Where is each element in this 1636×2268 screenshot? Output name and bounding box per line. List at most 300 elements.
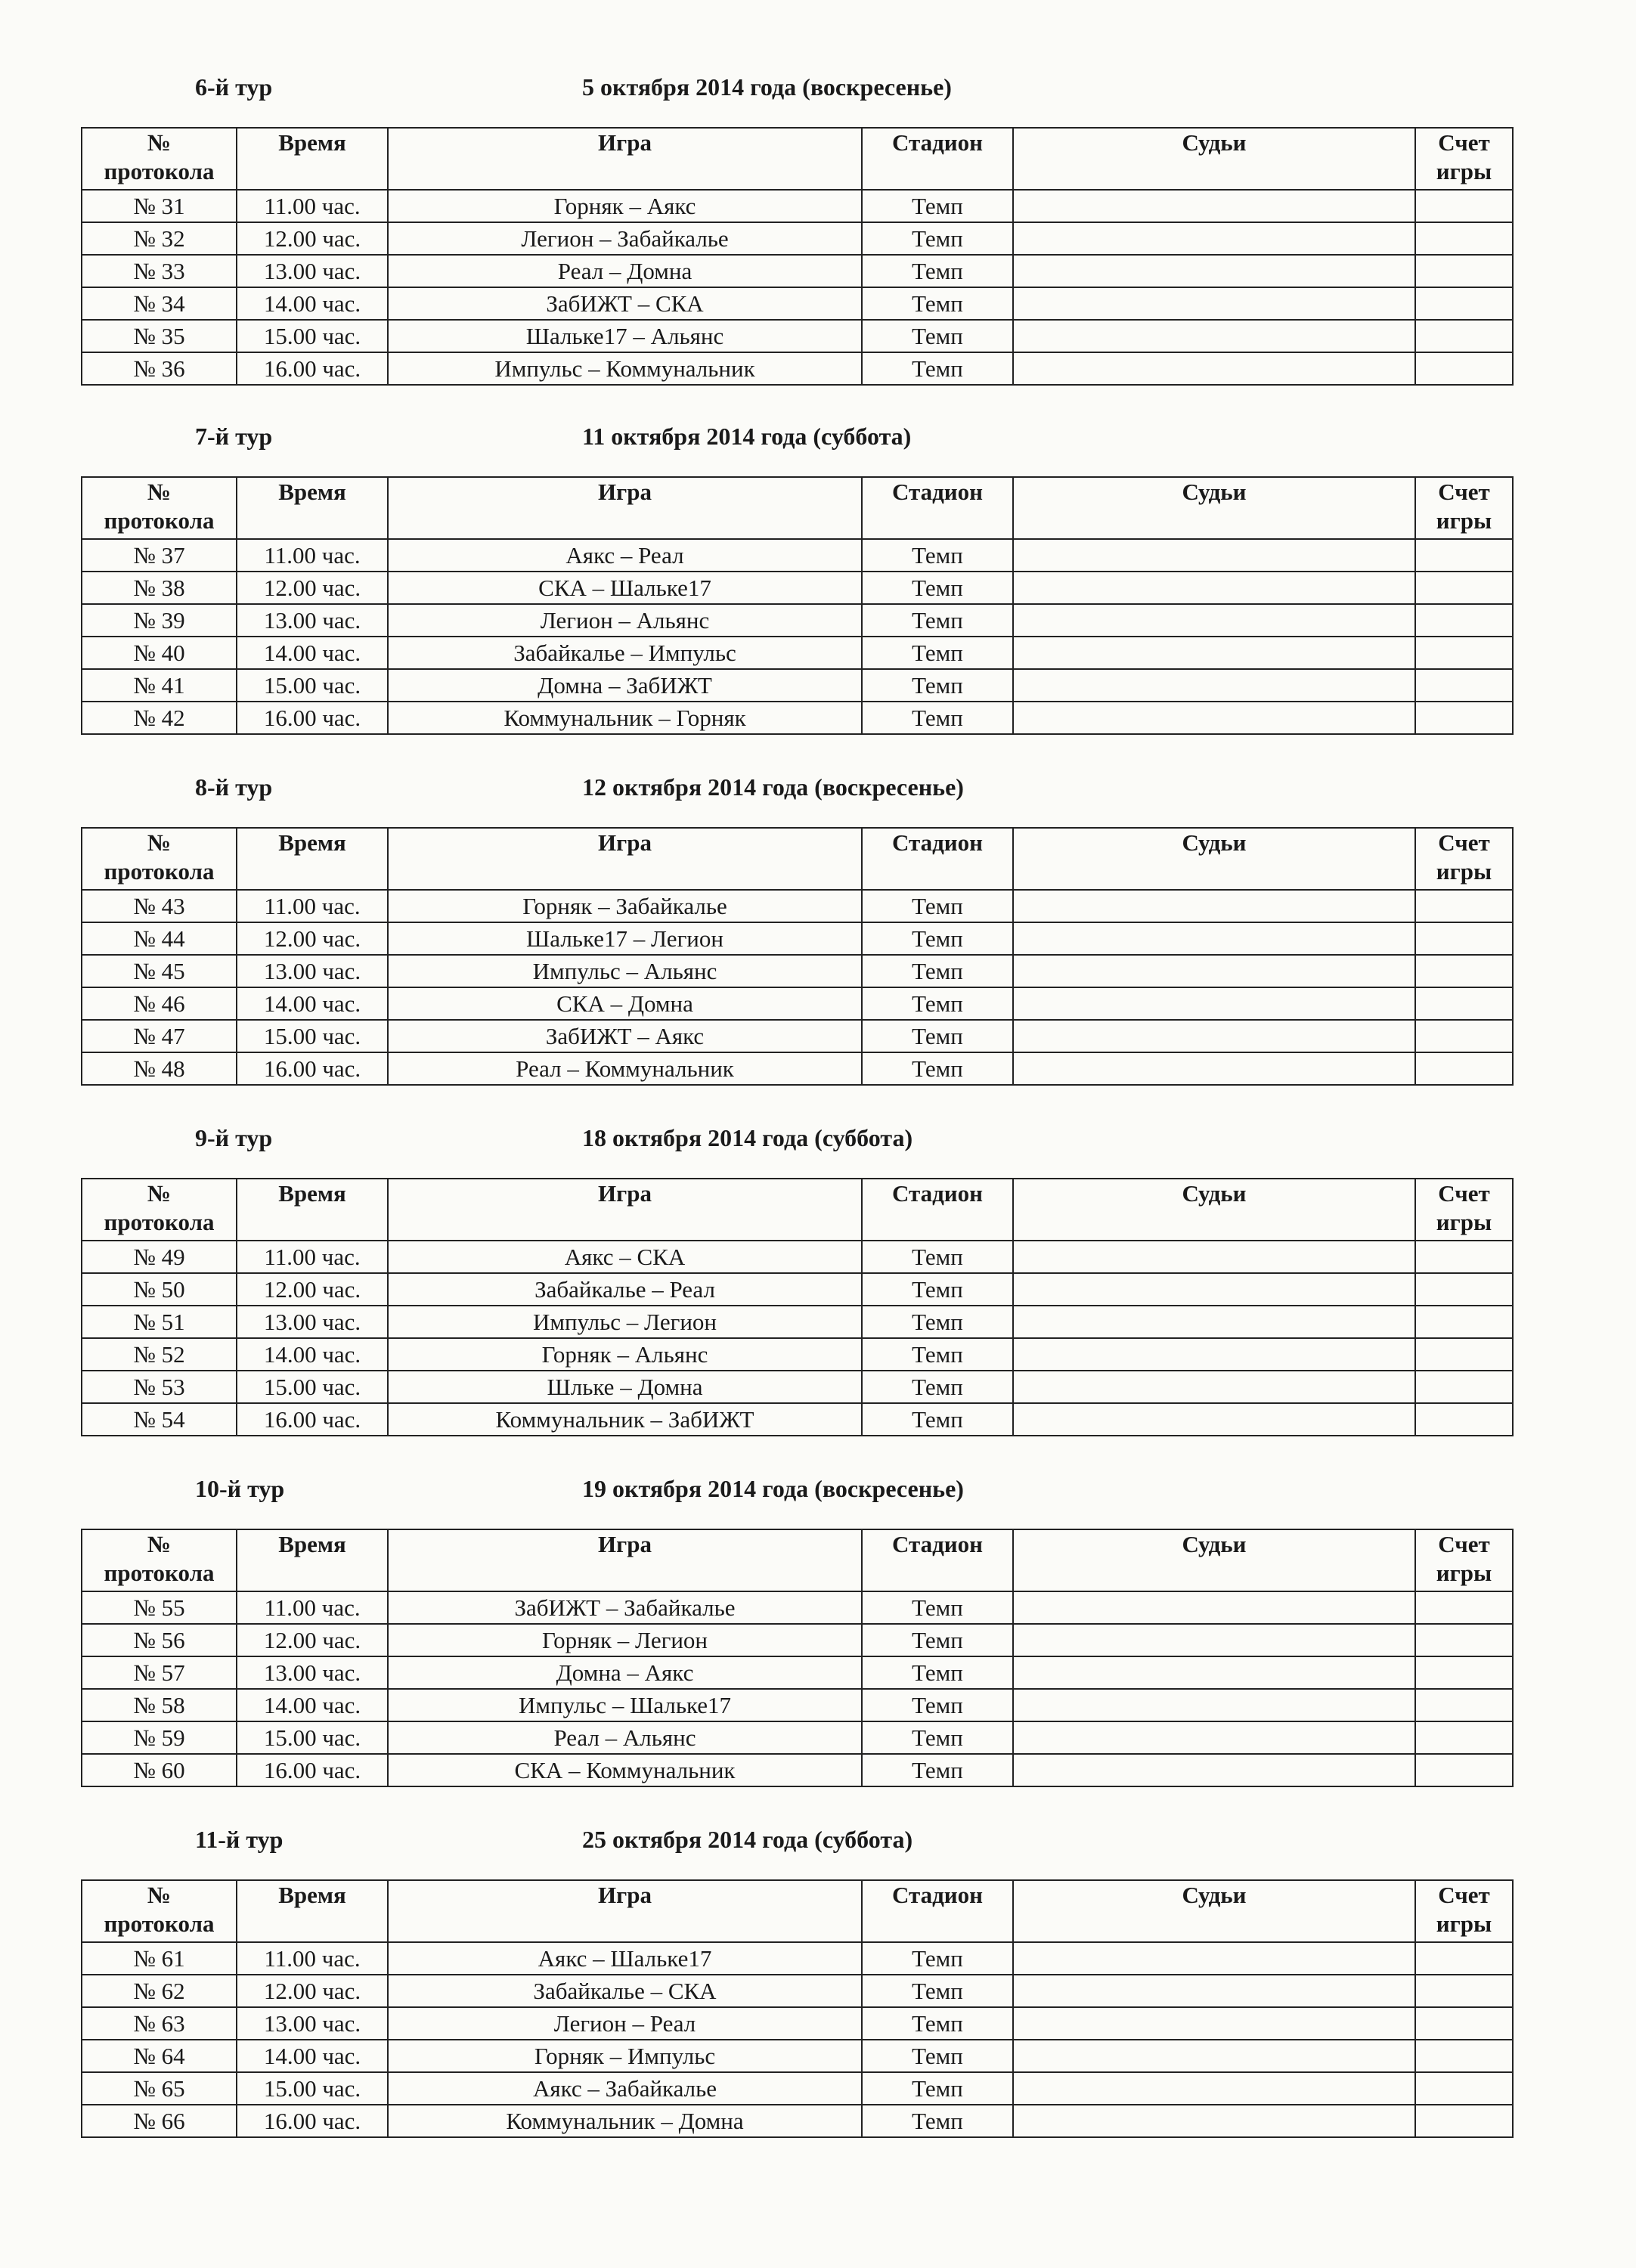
protocol-number-cell: № 62 [82, 1975, 237, 2007]
header-score-text: игры [1436, 158, 1492, 184]
game-cell: СКА – Домна [388, 987, 862, 1020]
header-score-text: Счет [1438, 1882, 1490, 1908]
time-cell: 16.00 час. [237, 2105, 388, 2137]
header-stadium [862, 477, 1013, 539]
table-row [82, 1371, 1513, 1403]
stadium-cell: Темп [862, 1689, 1013, 1721]
round-heading [0, 1119, 1636, 1157]
protocol-number-cell: № 45 [82, 955, 237, 987]
protocol-number-cell: № 61 [82, 1942, 237, 1975]
header-stadium-text: Стадион [892, 129, 983, 156]
table-header-row [82, 128, 1513, 190]
referees-cell [1013, 955, 1415, 987]
header-score [1415, 1529, 1513, 1591]
round-label: 6-й тур [195, 73, 273, 101]
table-row [82, 1241, 1513, 1273]
score-cell [1415, 2040, 1513, 2072]
score-cell [1415, 702, 1513, 734]
score-cell [1415, 987, 1513, 1020]
time-cell: 15.00 час. [237, 669, 388, 702]
score-cell [1415, 352, 1513, 385]
score-cell [1415, 1306, 1513, 1338]
game-cell: Шальке17 – Альянс [388, 320, 862, 352]
table-row [82, 1624, 1513, 1656]
scan-speck [141, 1111, 153, 1116]
stadium-cell: Темп [862, 1306, 1013, 1338]
protocol-number-cell: № 34 [82, 287, 237, 320]
protocol-number-cell: № 49 [82, 1241, 237, 1273]
time-cell: 14.00 час. [237, 637, 388, 669]
header-game-text: Игра [598, 1882, 652, 1908]
stadium-cell: Темп [862, 1656, 1013, 1689]
table-row [82, 987, 1513, 1020]
header-stadium-text: Стадион [892, 479, 983, 505]
time-cell: 13.00 час. [237, 955, 388, 987]
time-cell: 14.00 час. [237, 1338, 388, 1371]
stadium-cell: Темп [862, 604, 1013, 637]
header-stadium-text: Стадион [892, 1180, 983, 1207]
protocol-number-cell: № 40 [82, 637, 237, 669]
game-cell: Реал – Домна [388, 255, 862, 287]
header-referees [1013, 477, 1415, 539]
referees-cell [1013, 890, 1415, 922]
protocol-number-cell: № 33 [82, 255, 237, 287]
referees-cell [1013, 922, 1415, 955]
game-cell: Шальке17 – Легион [388, 922, 862, 955]
header-referees [1013, 828, 1415, 890]
score-cell [1415, 669, 1513, 702]
stadium-cell: Темп [862, 1273, 1013, 1306]
time-cell: 11.00 час. [237, 1591, 388, 1624]
stadium-cell: Темп [862, 702, 1013, 734]
stadium-cell: Темп [862, 1338, 1013, 1371]
round-heading [0, 417, 1636, 455]
header-score [1415, 1880, 1513, 1942]
header-game-text: Игра [598, 129, 652, 156]
header-protocol-text: протокола [104, 507, 215, 534]
header-game-text: Игра [598, 1180, 652, 1207]
table-row [82, 604, 1513, 637]
header-time [237, 1179, 388, 1241]
referees-cell [1013, 572, 1415, 604]
time-cell: 11.00 час. [237, 1241, 388, 1273]
table-row [82, 2040, 1513, 2072]
score-cell [1415, 287, 1513, 320]
header-protocol [82, 828, 237, 890]
header-score-text: Счет [1438, 129, 1490, 156]
time-cell: 11.00 час. [237, 890, 388, 922]
protocol-number-cell: № 47 [82, 1020, 237, 1052]
time-cell: 11.00 час. [237, 190, 388, 222]
protocol-number-cell: № 37 [82, 539, 237, 572]
referees-cell [1013, 1052, 1415, 1085]
round-heading [0, 68, 1636, 106]
time-cell: 13.00 час. [237, 1656, 388, 1689]
time-cell: 16.00 час. [237, 1403, 388, 1436]
stadium-cell: Темп [862, 2105, 1013, 2137]
table-row [82, 255, 1513, 287]
header-stadium [862, 828, 1013, 890]
time-cell: 15.00 час. [237, 1371, 388, 1403]
game-cell: ЗабИЖТ – Забайкалье [388, 1591, 862, 1624]
header-time [237, 1529, 388, 1591]
game-cell: ЗабИЖТ – Аякс [388, 1020, 862, 1052]
protocol-number-cell: № 66 [82, 2105, 237, 2137]
stadium-cell: Темп [862, 255, 1013, 287]
header-score-text: Счет [1438, 829, 1490, 856]
protocol-number-cell: № 46 [82, 987, 237, 1020]
referees-cell [1013, 702, 1415, 734]
referees-cell [1013, 2040, 1415, 2072]
header-time-text: Время [278, 1531, 346, 1557]
round-label: 8-й тур [195, 773, 273, 801]
score-cell [1415, 1241, 1513, 1273]
time-cell: 12.00 час. [237, 222, 388, 255]
table-row [82, 287, 1513, 320]
referees-cell [1013, 1241, 1415, 1273]
header-protocol [82, 1179, 237, 1241]
round-label: 10-й тур [195, 1475, 285, 1502]
referees-cell [1013, 1975, 1415, 2007]
table-header-row [82, 1179, 1513, 1241]
header-referees [1013, 128, 1415, 190]
header-score-text: Счет [1438, 1531, 1490, 1557]
header-stadium [862, 1529, 1013, 1591]
referees-cell [1013, 539, 1415, 572]
table-header-row [82, 477, 1513, 539]
stadium-cell: Темп [862, 955, 1013, 987]
score-cell [1415, 1721, 1513, 1754]
referees-cell [1013, 1273, 1415, 1306]
game-cell: Импульс – Альянс [388, 955, 862, 987]
header-time [237, 828, 388, 890]
referees-cell [1013, 1656, 1415, 1689]
table-row [82, 539, 1513, 572]
round-date: 12 октября 2014 года (воскресенье) [582, 773, 964, 801]
header-referees-text: Судьи [1182, 129, 1247, 156]
score-cell [1415, 2105, 1513, 2137]
stadium-cell: Темп [862, 320, 1013, 352]
game-cell: Коммунальник – Домна [388, 2105, 862, 2137]
stadium-cell: Темп [862, 1721, 1013, 1754]
header-score-text: Счет [1438, 1180, 1490, 1207]
score-cell [1415, 1052, 1513, 1085]
referees-cell [1013, 190, 1415, 222]
protocol-number-cell: № 50 [82, 1273, 237, 1306]
referees-cell [1013, 1371, 1415, 1403]
header-stadium [862, 1880, 1013, 1942]
header-time [237, 477, 388, 539]
round-heading [0, 768, 1636, 806]
table-header-row [82, 1880, 1513, 1942]
game-cell: Забайкалье – Импульс [388, 637, 862, 669]
header-protocol [82, 1880, 237, 1942]
table-row [82, 2072, 1513, 2105]
header-protocol-text: № [147, 829, 172, 856]
header-stadium [862, 1179, 1013, 1241]
game-cell: Легион – Забайкалье [388, 222, 862, 255]
referees-cell [1013, 2105, 1415, 2137]
referees-cell [1013, 1942, 1415, 1975]
header-time [237, 1880, 388, 1942]
protocol-number-cell: № 32 [82, 222, 237, 255]
schedule-table [81, 1879, 1514, 2138]
stadium-cell: Темп [862, 1754, 1013, 1786]
stadium-cell: Темп [862, 1975, 1013, 2007]
game-cell: Реал – Коммунальник [388, 1052, 862, 1085]
stadium-cell: Темп [862, 2040, 1013, 2072]
stadium-cell: Темп [862, 352, 1013, 385]
stadium-cell: Темп [862, 922, 1013, 955]
schedule-table [81, 1529, 1514, 1787]
header-protocol-text: протокола [104, 1209, 215, 1235]
round-label: 9-й тур [195, 1124, 273, 1151]
stadium-cell: Темп [862, 1403, 1013, 1436]
table-row [82, 669, 1513, 702]
referees-cell [1013, 352, 1415, 385]
protocol-number-cell: № 65 [82, 2072, 237, 2105]
game-cell: Горняк – Импульс [388, 2040, 862, 2072]
referees-cell [1013, 2072, 1415, 2105]
game-cell: Домна – ЗабИЖТ [388, 669, 862, 702]
game-cell: Шльке – Домна [388, 1371, 862, 1403]
game-cell: Коммунальник – ЗабИЖТ [388, 1403, 862, 1436]
table-row [82, 1942, 1513, 1975]
referees-cell [1013, 1403, 1415, 1436]
header-protocol-text: протокола [104, 1560, 215, 1586]
stadium-cell: Темп [862, 669, 1013, 702]
score-cell [1415, 1591, 1513, 1624]
header-referees-text: Судьи [1182, 479, 1247, 505]
stadium-cell: Темп [862, 2007, 1013, 2040]
table-header-row [82, 828, 1513, 890]
table-row [82, 1403, 1513, 1436]
stadium-cell: Темп [862, 1052, 1013, 1085]
referees-cell [1013, 1306, 1415, 1338]
score-cell [1415, 955, 1513, 987]
header-score [1415, 828, 1513, 890]
time-cell: 11.00 час. [237, 1942, 388, 1975]
time-cell: 15.00 час. [237, 1020, 388, 1052]
protocol-number-cell: № 57 [82, 1656, 237, 1689]
score-cell [1415, 1942, 1513, 1975]
game-cell: Забайкалье – СКА [388, 1975, 862, 2007]
protocol-number-cell: № 43 [82, 890, 237, 922]
header-protocol-text: № [147, 1531, 172, 1557]
referees-cell [1013, 287, 1415, 320]
table-row [82, 922, 1513, 955]
header-protocol [82, 128, 237, 190]
referees-cell [1013, 1721, 1415, 1754]
round-label: 7-й тур [195, 423, 273, 450]
table-row [82, 1338, 1513, 1371]
time-cell: 13.00 час. [237, 255, 388, 287]
stadium-cell: Темп [862, 1020, 1013, 1052]
game-cell: Коммунальник – Горняк [388, 702, 862, 734]
time-cell: 16.00 час. [237, 702, 388, 734]
schedule-table [81, 1178, 1514, 1436]
score-cell [1415, 320, 1513, 352]
time-cell: 16.00 час. [237, 1052, 388, 1085]
protocol-number-cell: № 64 [82, 2040, 237, 2072]
header-time-text: Время [278, 829, 346, 856]
header-referees [1013, 1880, 1415, 1942]
score-cell [1415, 2072, 1513, 2105]
referees-cell [1013, 320, 1415, 352]
score-cell [1415, 1273, 1513, 1306]
header-game [388, 828, 862, 890]
time-cell: 13.00 час. [237, 1306, 388, 1338]
header-game [388, 1529, 862, 1591]
game-cell: СКА – Коммунальник [388, 1754, 862, 1786]
score-cell [1415, 255, 1513, 287]
round-date: 18 октября 2014 года (суббота) [582, 1124, 913, 1151]
stadium-cell: Темп [862, 1591, 1013, 1624]
score-cell [1415, 2007, 1513, 2040]
time-cell: 14.00 час. [237, 987, 388, 1020]
protocol-number-cell: № 53 [82, 1371, 237, 1403]
referees-cell [1013, 1624, 1415, 1656]
time-cell: 12.00 час. [237, 572, 388, 604]
round-date: 5 октября 2014 года (воскресенье) [582, 73, 952, 101]
game-cell: ЗабИЖТ – СКА [388, 287, 862, 320]
header-score-text: игры [1436, 1209, 1492, 1235]
table-row [82, 1273, 1513, 1306]
time-cell: 13.00 час. [237, 2007, 388, 2040]
round-label: 11-й тур [195, 1826, 284, 1853]
header-stadium-text: Стадион [892, 1882, 983, 1908]
protocol-number-cell: № 55 [82, 1591, 237, 1624]
stadium-cell: Темп [862, 539, 1013, 572]
table-row [82, 1052, 1513, 1085]
referees-cell [1013, 1338, 1415, 1371]
game-cell: Забайкалье – Реал [388, 1273, 862, 1306]
game-cell: Аякс – Шальке17 [388, 1942, 862, 1975]
table-row [82, 702, 1513, 734]
table-row [82, 1306, 1513, 1338]
table-header-row [82, 1529, 1513, 1591]
protocol-number-cell: № 39 [82, 604, 237, 637]
table-row [82, 1721, 1513, 1754]
table-row [82, 222, 1513, 255]
header-referees [1013, 1179, 1415, 1241]
protocol-number-cell: № 54 [82, 1403, 237, 1436]
protocol-number-cell: № 35 [82, 320, 237, 352]
score-cell [1415, 922, 1513, 955]
game-cell: Горняк – Легион [388, 1624, 862, 1656]
game-cell: СКА – Шальке17 [388, 572, 862, 604]
header-referees-text: Судьи [1182, 1180, 1247, 1207]
round-date: 19 октября 2014 года (воскресенье) [582, 1475, 964, 1502]
stadium-cell: Темп [862, 637, 1013, 669]
protocol-number-cell: № 58 [82, 1689, 237, 1721]
score-cell [1415, 637, 1513, 669]
header-score [1415, 477, 1513, 539]
header-score-text: Счет [1438, 479, 1490, 505]
game-cell: Горняк – Забайкалье [388, 890, 862, 922]
protocol-number-cell: № 59 [82, 1721, 237, 1754]
table-row [82, 1020, 1513, 1052]
game-cell: Горняк – Альянс [388, 1338, 862, 1371]
protocol-number-cell: № 51 [82, 1306, 237, 1338]
header-time-text: Время [278, 1882, 346, 1908]
stadium-cell: Темп [862, 1942, 1013, 1975]
header-score [1415, 1179, 1513, 1241]
protocol-number-cell: № 56 [82, 1624, 237, 1656]
header-game-text: Игра [598, 1531, 652, 1557]
score-cell [1415, 1338, 1513, 1371]
protocol-number-cell: № 36 [82, 352, 237, 385]
header-game-text: Игра [598, 479, 652, 505]
table-row [82, 1689, 1513, 1721]
protocol-number-cell: № 63 [82, 2007, 237, 2040]
game-cell: Аякс – Забайкалье [388, 2072, 862, 2105]
header-game [388, 1880, 862, 1942]
game-cell: Импульс – Легион [388, 1306, 862, 1338]
header-score-text: игры [1436, 507, 1492, 534]
referees-cell [1013, 1020, 1415, 1052]
score-cell [1415, 1371, 1513, 1403]
header-time-text: Время [278, 1180, 346, 1207]
header-protocol-text: № [147, 479, 172, 505]
referees-cell [1013, 1689, 1415, 1721]
header-protocol [82, 1529, 237, 1591]
stadium-cell: Темп [862, 190, 1013, 222]
header-game [388, 1179, 862, 1241]
table-row [82, 1656, 1513, 1689]
referees-cell [1013, 987, 1415, 1020]
header-game [388, 477, 862, 539]
referees-cell [1013, 669, 1415, 702]
score-cell [1415, 572, 1513, 604]
schedule-table [81, 476, 1514, 735]
header-protocol-text: протокола [104, 858, 215, 885]
table-row [82, 352, 1513, 385]
time-cell: 15.00 час. [237, 2072, 388, 2105]
referees-cell [1013, 255, 1415, 287]
header-protocol [82, 477, 237, 539]
score-cell [1415, 604, 1513, 637]
schedule-table [81, 827, 1514, 1086]
protocol-number-cell: № 52 [82, 1338, 237, 1371]
protocol-number-cell: № 31 [82, 190, 237, 222]
time-cell: 14.00 час. [237, 1689, 388, 1721]
game-cell: Домна – Аякс [388, 1656, 862, 1689]
time-cell: 15.00 час. [237, 320, 388, 352]
referees-cell [1013, 1754, 1415, 1786]
time-cell: 16.00 час. [237, 352, 388, 385]
score-cell [1415, 190, 1513, 222]
time-cell: 12.00 час. [237, 1273, 388, 1306]
score-cell [1415, 1656, 1513, 1689]
table-row [82, 637, 1513, 669]
game-cell: Импульс – Шальке17 [388, 1689, 862, 1721]
time-cell: 14.00 час. [237, 287, 388, 320]
protocol-number-cell: № 42 [82, 702, 237, 734]
round-date: 11 октября 2014 года (суббота) [582, 423, 912, 450]
protocol-number-cell: № 44 [82, 922, 237, 955]
table-row [82, 955, 1513, 987]
referees-cell [1013, 604, 1415, 637]
stadium-cell: Темп [862, 1624, 1013, 1656]
header-referees-text: Судьи [1182, 1531, 1247, 1557]
stadium-cell: Темп [862, 222, 1013, 255]
time-cell: 16.00 час. [237, 1754, 388, 1786]
protocol-number-cell: № 38 [82, 572, 237, 604]
header-time [237, 128, 388, 190]
header-stadium-text: Стадион [892, 829, 983, 856]
protocol-number-cell: № 41 [82, 669, 237, 702]
